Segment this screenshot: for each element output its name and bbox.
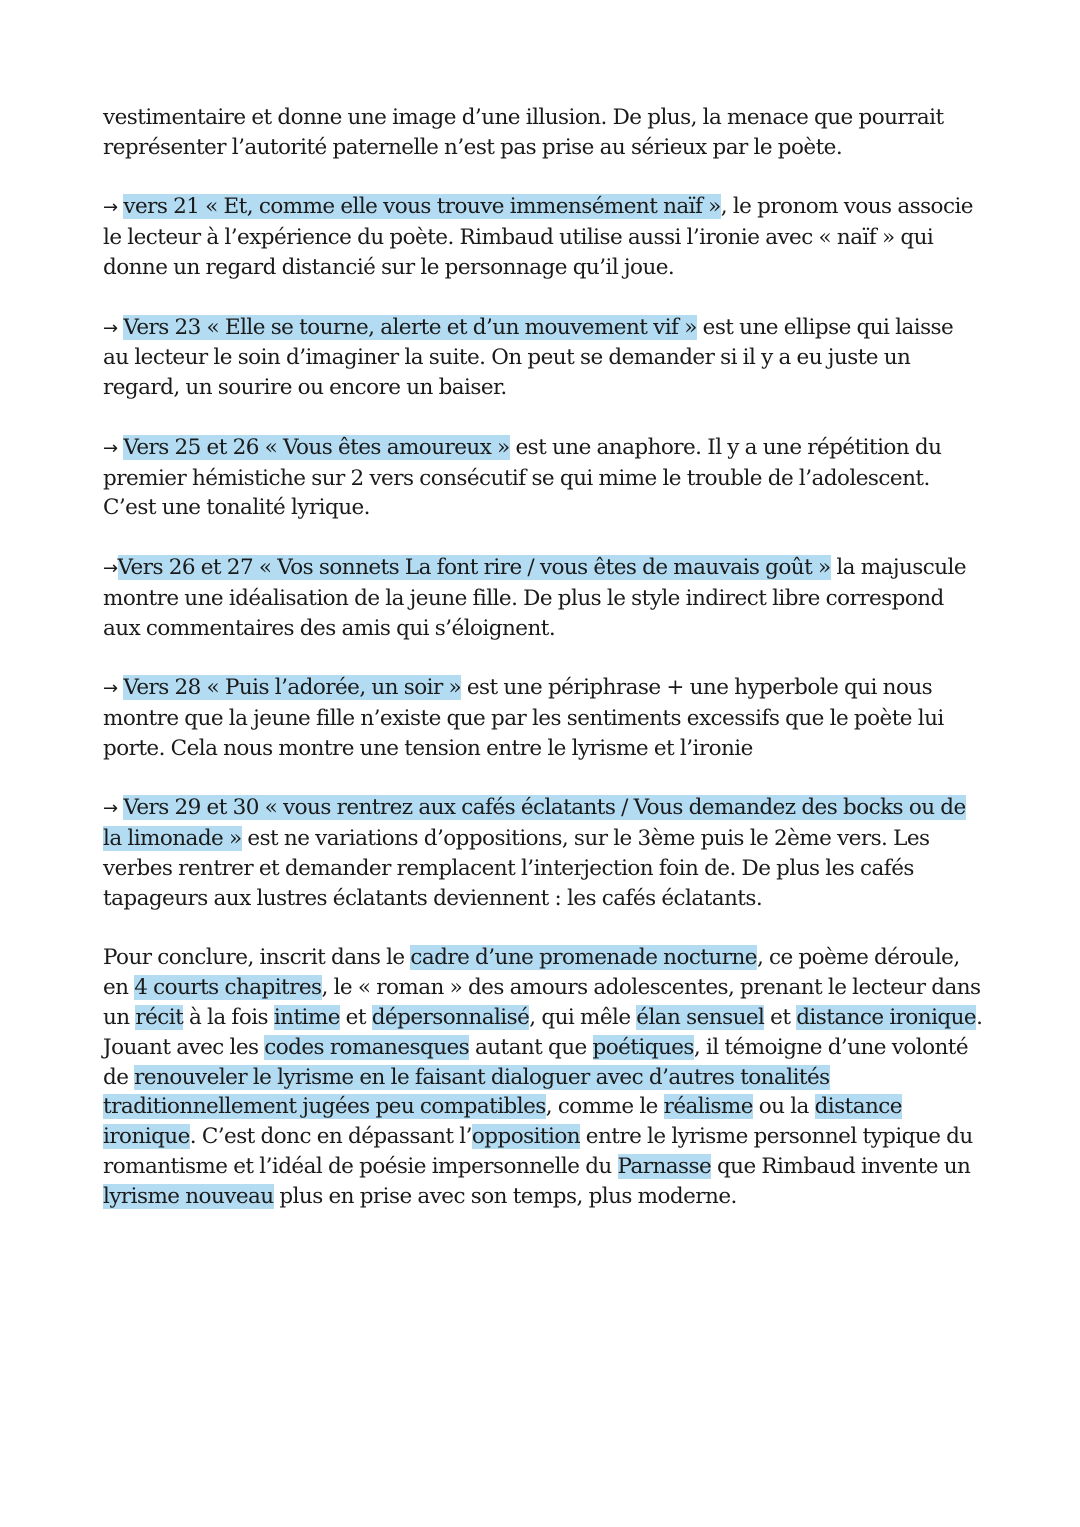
- paragraph-vers-26-27: [103, 553, 983, 643]
- highlighted-term: distance ironique: [103, 1094, 902, 1150]
- highlighted-term: opposition: [471, 1124, 581, 1150]
- highlighted-term: élan sensuel: [636, 1004, 765, 1030]
- highlighted-quote: Vers 29 et 30 « vous rentrez aux cafés éclatants / Vous demandez des bocks ou de la limonade »: [103, 795, 966, 852]
- paragraph-intro-continuation: [103, 103, 983, 163]
- arrow-icon: →: [103, 437, 118, 459]
- arrow-icon: →: [103, 197, 118, 219]
- highlighted-quote: Vers 26 et 27 « Vos sonnets La font rire / vous êtes de mauvais goût »: [117, 554, 831, 580]
- paragraph-vers-25-26: [103, 433, 983, 523]
- text-segment: est une périphrase + une hyperbole qui nous montre que la jeune fille n’existe que par les sentiments excessifs que le poète lui porte. Cela nous montre une tension entre le lyrisme et l’ironie: [103, 675, 944, 761]
- text-segment: vestimentaire et donne une image d’une illusion. De plus, la menace que pourrait représenter l’autorité paternelle n’est pas prise au sérieux par le poète.: [103, 105, 944, 160]
- highlighted-term: dépersonnalisé: [371, 1004, 530, 1030]
- text-segment: , il témoigne d’une volonté de: [103, 1034, 969, 1090]
- highlighted-term: distance ironique: [796, 1004, 977, 1030]
- arrow-icon: →: [103, 557, 118, 579]
- text-segment: que Rimbaud invente un: [711, 1153, 971, 1179]
- highlighted-term: intime: [273, 1004, 340, 1030]
- text-segment: . Jouant avec les: [103, 1004, 983, 1060]
- text-segment: et: [764, 1004, 797, 1030]
- highlighted-term: lyrisme nouveau: [103, 1183, 274, 1209]
- text-segment: plus en prise avec son temps, plus moderne.: [273, 1183, 737, 1209]
- text-segment: autant que: [469, 1034, 593, 1060]
- text-segment: est ne variations d’oppositions, sur le 3ème puis le 2ème vers. Les verbes rentrer et demander remplacent l’interjection foin de. De plus les cafés tapageurs aux lustres éclatants deviennent : les cafés éclatants.: [103, 826, 930, 911]
- text-segment: , comme le: [545, 1094, 664, 1120]
- highlighted-quote: Vers 23 « Elle se tourne, alerte et d’un mouvement vif »: [123, 314, 697, 340]
- paragraph-vers-28: [103, 673, 983, 763]
- document-page: [103, 103, 983, 1241]
- highlighted-quote: Vers 25 et 26 « Vous êtes amoureux »: [123, 434, 510, 460]
- highlighted-term: réalisme: [663, 1094, 753, 1120]
- paragraph-vers-21: [103, 192, 983, 282]
- text-segment: Pour conclure, inscrit dans le: [103, 945, 411, 971]
- text-segment: est une anaphore. Il y a une répétition du premier hémistiche sur 2 vers consécutif se qui mime le trouble de l’adolescent. C’est une tonalité lyrique.: [103, 434, 942, 521]
- highlighted-quote: vers 21 « Et, comme elle vous trouve immensément naïf »: [123, 194, 721, 220]
- text-segment: , ce poème déroule, en: [103, 945, 960, 1001]
- text-segment: la majuscule montre une idéalisation de la jeune fille. De plus le style indirect libre correspond aux commentaires des amis qui s’éloignent.: [103, 554, 967, 641]
- highlighted-quote: Vers 28 « Puis l’adorée, un soir »: [123, 675, 462, 701]
- text-segment: entre le lyrisme personnel typique du romantisme et l’idéal de poésie impersonnelle du: [103, 1124, 973, 1179]
- arrow-icon: →: [103, 798, 118, 820]
- highlighted-term: cadre d’une promenade nocturne: [410, 945, 757, 971]
- highlighted-term: 4 courts chapitres: [134, 975, 322, 1001]
- paragraph-vers-23: [103, 313, 983, 403]
- arrow-icon: →: [103, 317, 118, 339]
- text-segment: à la fois: [183, 1004, 274, 1030]
- text-segment: , le pronom vous associe le lecteur à l’expérience du poète. Rimbaud utilise aussi l’ironie avec « naïf » qui donne un regard distancié sur le personnage qu’il joue.: [103, 194, 973, 280]
- paragraph-conclusion: [103, 943, 983, 1211]
- text-segment: et: [339, 1004, 372, 1030]
- highlighted-term: récit: [135, 1004, 184, 1030]
- text-segment: , qui mêle: [529, 1004, 637, 1030]
- text-segment: , le « roman » des amours adolescentes, prenant le lecteur dans un: [103, 975, 981, 1030]
- text-segment: est une ellipse qui laisse au lecteur le soin d’imaginer la suite. On peut se demander si il y a eu juste un regard, un sourire ou encore un baiser.: [103, 314, 954, 401]
- highlighted-term: Parnasse: [617, 1153, 712, 1179]
- paragraph-vers-29-30: [103, 793, 983, 913]
- highlighted-term: renouveler le lyrisme en le faisant dialoguer avec d’autres tonalités traditionnellement jugées peu compatibles: [103, 1064, 830, 1120]
- text-segment: . C’est donc en dépassant l’: [189, 1124, 472, 1150]
- text-segment: ou la: [752, 1094, 815, 1120]
- highlighted-term: codes romanesques: [264, 1034, 470, 1060]
- highlighted-term: poétiques: [592, 1034, 694, 1060]
- arrow-icon: →: [103, 678, 118, 700]
